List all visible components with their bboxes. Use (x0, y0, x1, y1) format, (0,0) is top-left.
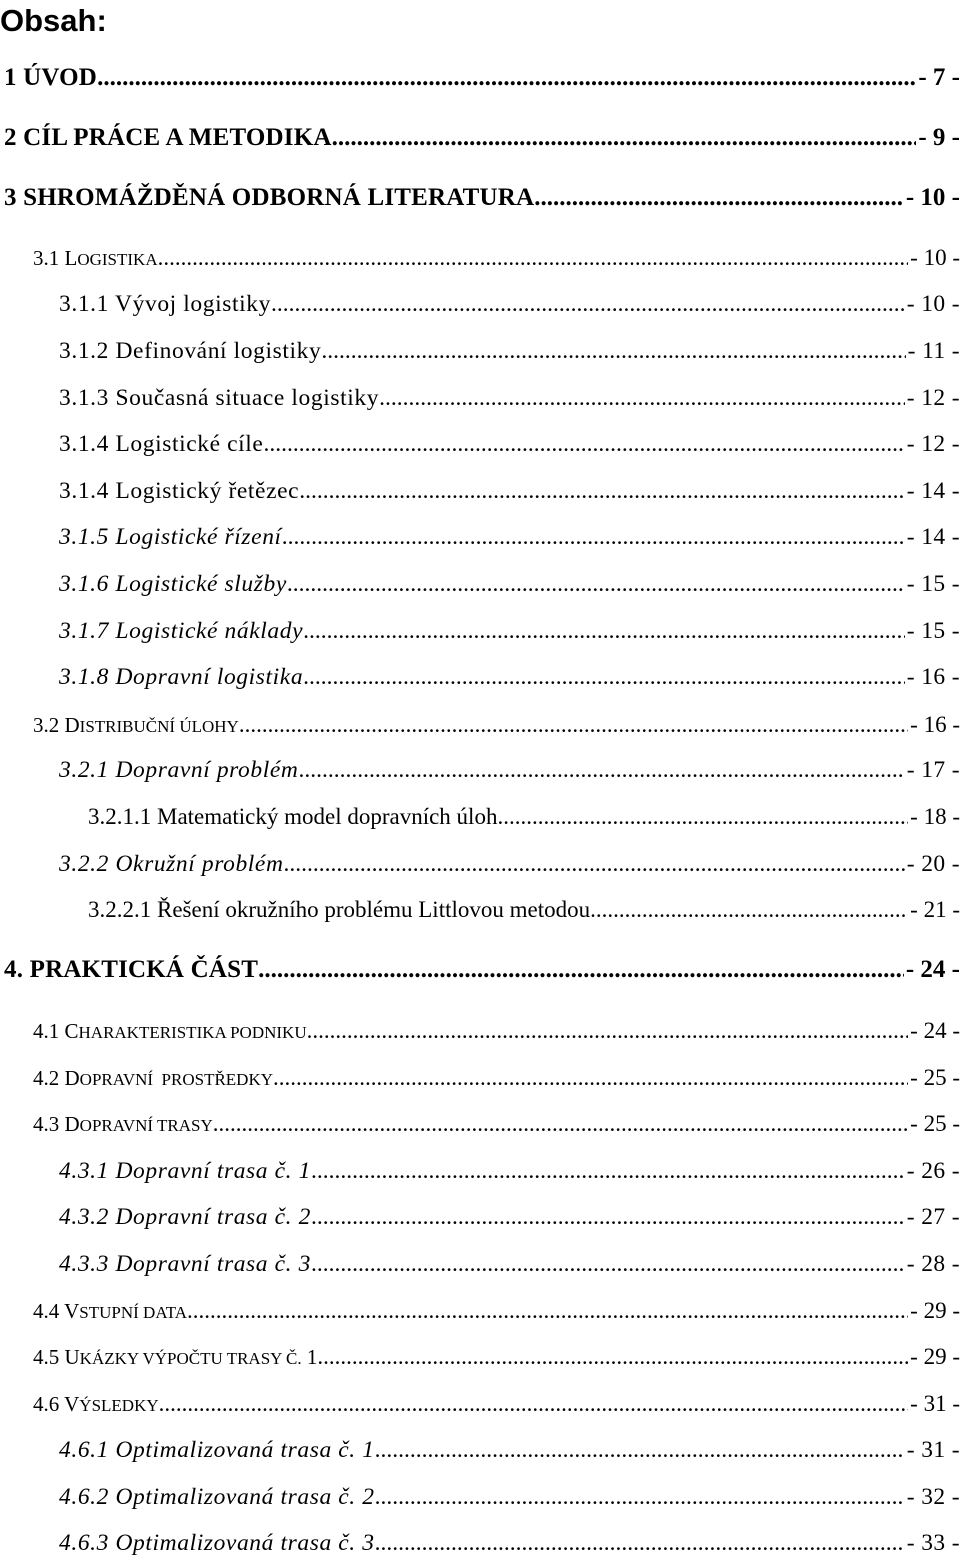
toc-entry-label: 4.5 UKÁZKY VÝPOČTU TRASY Č. 1 (33, 1345, 318, 1369)
toc-entry-label: 3.1.1 Vývoj logistiky (59, 291, 271, 317)
toc-entry-soucasna-situace[interactable] (59, 385, 960, 412)
toc-entry-definovani-logistiky[interactable] (59, 338, 960, 365)
toc-page-number: - 7 - (918, 64, 960, 91)
toc-entry-label: 4.6.3 Optimalizovaná trasa č. 3 (59, 1530, 375, 1556)
toc-page-number: - 31 - (910, 1391, 960, 1416)
toc-entry-literatura[interactable] (4, 184, 960, 212)
toc-entry-logistika[interactable] (33, 245, 960, 271)
toc-entry-label: 3.1 LOGISTIKA (33, 246, 158, 270)
toc-leader (187, 1298, 908, 1324)
toc-page-number: - 28 - (906, 1251, 960, 1277)
toc-entry-label: 2 CÍL PRÁCE A METODIKA (4, 124, 332, 151)
toc-leader (311, 1204, 905, 1231)
toc-leader (299, 478, 905, 505)
toc-page-number: - 17 - (906, 757, 960, 783)
toc-leader (332, 124, 917, 152)
toc-leader (159, 1391, 909, 1417)
toc-entry-label: 4.3.1 Dopravní trasa č. 1 (59, 1158, 311, 1184)
toc-entry-okruzni-problem[interactable] (59, 851, 960, 878)
toc-leader (239, 712, 908, 738)
toc-entry-vysledky[interactable] (33, 1391, 960, 1417)
toc-page-number: - 26 - (906, 1158, 960, 1184)
toc-entry-vstupni-data[interactable] (33, 1298, 960, 1324)
toc-heading: Obsah: (0, 3, 107, 38)
toc-entry-logisticke-naklady[interactable] (59, 618, 960, 645)
toc-entry-vyvoj-logistiky[interactable] (59, 291, 960, 318)
toc-entry-label: 3.2.1 Dopravní problém (59, 757, 299, 783)
toc-entry-label: 4.4 VSTUPNÍ DATA (33, 1299, 188, 1323)
toc-leader (97, 64, 916, 92)
toc-entry-logisticke-sluzby[interactable] (59, 571, 960, 598)
toc-entry-label: 4.3.3 Dopravní trasa č. 3 (59, 1251, 311, 1277)
toc-leader (284, 851, 905, 878)
toc-entry-label: 3.1.4 Logistický řetězec (59, 478, 300, 504)
toc-entry-label: 3.2.1.1 Matematický model dopravních úloh (88, 804, 498, 829)
toc-entry-label: 4.1 CHARAKTERISTIKA PODNIKU (33, 1019, 307, 1043)
toc-page-number: - 10 - (905, 184, 960, 211)
toc-entry-dopravni-logistika[interactable] (59, 664, 960, 691)
toc-leader (303, 618, 905, 645)
toc-page-number: - 32 - (906, 1484, 960, 1510)
toc-entry-dopravni-trasy[interactable] (33, 1111, 960, 1137)
toc-entry-prakticka-cast[interactable] (4, 956, 960, 984)
toc-entry-ukazky-vypoctu[interactable] (33, 1344, 960, 1370)
toc-leader (271, 291, 905, 318)
toc-entry-dopravni-prostredky[interactable] (33, 1065, 960, 1091)
toc-leader (379, 385, 905, 412)
toc-leader (273, 1065, 908, 1091)
toc-entry-label: 4.6.2 Optimalizovaná trasa č. 2 (59, 1484, 375, 1510)
toc-page-number: - 25 - (910, 1065, 960, 1090)
toc-entry-label: 3.1.8 Dopravní logistika (59, 664, 304, 690)
toc-page-number: - 25 - (910, 1111, 960, 1136)
toc-entry-uvod[interactable] (4, 64, 960, 92)
toc-entry-label: 4. PRAKTICKÁ ČÁST (4, 956, 259, 983)
toc-entry-logisticky-retezec[interactable] (59, 478, 960, 505)
toc-leader (375, 1484, 905, 1511)
toc-page-number: - 14 - (906, 524, 960, 550)
toc-page-number: - 18 - (910, 804, 960, 829)
toc-page-number: - 12 - (906, 431, 960, 457)
toc-entry-label: 4.6.1 Optimalizovaná trasa č. 1 (59, 1437, 375, 1463)
toc-page-number: - 12 - (906, 385, 960, 411)
toc-entry-dopravni-trasa-3[interactable] (59, 1251, 960, 1278)
toc-leader (158, 245, 909, 271)
toc-entry-label: 4.6 VÝSLEDKY (33, 1392, 159, 1416)
toc-leader (317, 1344, 908, 1370)
toc-leader (311, 1251, 905, 1278)
toc-page-number: - 15 - (906, 571, 960, 597)
toc-entry-label: 1 ÚVOD (4, 64, 98, 91)
toc-leader (263, 431, 904, 458)
toc-entry-logisticke-cile[interactable] (59, 431, 960, 458)
toc-entry-optimalizovana-trasa-3[interactable] (59, 1530, 960, 1557)
toc-entry-label: 3 SHROMÁŽDĚNÁ ODBORNÁ LITERATURA (4, 184, 535, 211)
toc-page-number: - 29 - (910, 1298, 960, 1323)
toc-entry-label: 4.3.2 Dopravní trasa č. 2 (59, 1204, 311, 1230)
toc-entry-label: 3.1.2 Definování logistiky (59, 338, 322, 364)
toc-entry-label: 4.2 DOPRAVNÍ PROSTŘEDKY (33, 1066, 274, 1090)
toc-page-number: - 21 - (910, 897, 960, 922)
toc-entry-label: 4.3 DOPRAVNÍ TRASY (33, 1112, 213, 1136)
toc-page-number: - 10 - (906, 291, 960, 317)
toc-entry-matematicky-model[interactable] (88, 804, 960, 830)
toc-page-number: - 15 - (906, 618, 960, 644)
toc-entry-label: 3.1.6 Logistické služby (59, 571, 287, 597)
toc-entry-dopravni-problem[interactable] (59, 757, 960, 784)
toc-leader (534, 184, 904, 212)
toc-entry-dopravni-trasa-2[interactable] (59, 1204, 960, 1231)
toc-leader (287, 571, 905, 598)
toc-leader (282, 524, 905, 551)
toc-entry-optimalizovana-trasa-2[interactable] (59, 1484, 960, 1511)
toc-entry-label: 3.1.5 Logistické řízení (59, 524, 282, 550)
toc-page-number: - 33 - (906, 1530, 960, 1556)
toc-entry-label: 3.2 DISTRIBUČNÍ ÚLOHY (33, 713, 239, 737)
toc-entry-label: 3.1.3 Současná situace logistiky (59, 385, 380, 411)
toc-entry-distribucni-ulohy[interactable] (33, 712, 960, 738)
toc-page-number: - 20 - (906, 851, 960, 877)
toc-leader (303, 664, 905, 691)
toc-page-number: - 27 - (906, 1204, 960, 1230)
toc-page-number: - 14 - (906, 478, 960, 504)
toc-entry-label: 3.1.7 Logistické náklady (59, 618, 304, 644)
toc-page-number: - 31 - (906, 1437, 960, 1463)
toc-page-number: - 24 - (905, 956, 960, 983)
toc-page-number: - 29 - (910, 1344, 960, 1369)
toc-leader (590, 897, 908, 923)
toc-leader (497, 804, 908, 830)
toc-entry-optimalizovana-trasa-1[interactable] (59, 1437, 960, 1464)
toc-page-number: - 24 - (910, 1018, 960, 1043)
toc-entry-reseni-littlovou-metodou[interactable] (88, 897, 960, 923)
toc-leader (321, 338, 905, 365)
toc-leader (298, 757, 904, 784)
toc-entry-label: 3.1.4 Logistické cíle (59, 431, 264, 457)
toc-entry-logisticke-rizeni[interactable] (59, 524, 960, 551)
toc-leader (311, 1158, 905, 1185)
toc-page-number: - 11 - (907, 338, 960, 364)
toc-entry-dopravni-trasa-1[interactable] (59, 1158, 960, 1185)
toc-page-number: - 16 - (906, 664, 960, 690)
toc-leader (213, 1111, 908, 1137)
toc-leader (375, 1437, 905, 1464)
toc-entry-charakteristika-podniku[interactable] (33, 1018, 960, 1044)
toc-leader (307, 1018, 909, 1044)
toc-entry-label: 3.2.2 Okružní problém (59, 851, 284, 877)
toc-page-number: - 10 - (910, 245, 960, 270)
toc-leader (258, 956, 904, 984)
toc-page-number: - 16 - (910, 712, 960, 737)
toc-page-number: - 9 - (918, 124, 960, 151)
toc-leader (375, 1530, 905, 1557)
toc-entry-cil-prace[interactable] (4, 124, 960, 152)
toc-entry-label: 3.2.2.1 Řešení okružního problému Littlovou metodou (88, 897, 591, 922)
